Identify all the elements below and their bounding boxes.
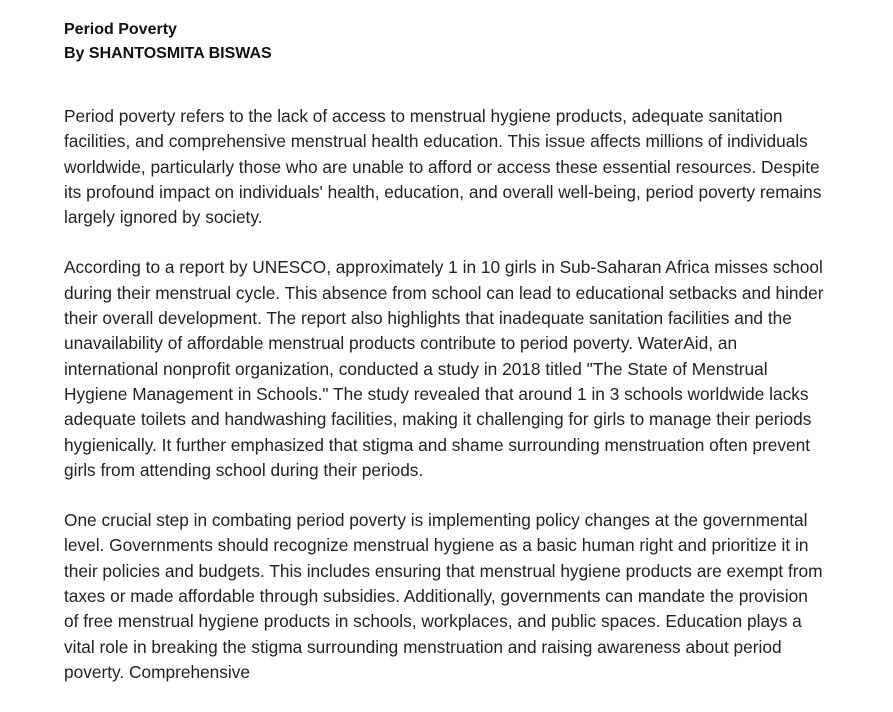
paragraph-intro: Period poverty refers to the lack of access to menstrual hygiene products, adequate sanitation facilities, and comprehensive menstrual health education. This issue affects millions of individuals worldwide, particularly those who are unable to afford or access these essential resources. Despite its profound impact on individuals' health, education, and overall well-being, period poverty remains largely ignored by society. [64,106,822,228]
document [64,18,824,685]
paragraph-unesco-report: According to a report by UNESCO, approximately 1 in 10 girls in Sub-Saharan Africa misses school during their menstrual cycle. This absence from school can lead to educational setbacks and hinder their overall development. The report also highlights that inadequate sanitation facilities and the unavailability of affordable menstrual products contribute to period poverty. WaterAid, an international nonprofit organization, conducted a study in 2018 titled "The State of Menstrual Hygiene Management in Schools." The study revealed that around 1 in 3 schools worldwide lacks adequate toilets and handwashing facilities, making it challenging for girls to manage their periods hygienically. It further emphasized that stigma and shame surrounding menstruation often prevent girls from attending school during their periods. [64,257,824,480]
author-byline: By SHANTOSMITA BISWAS [64,45,272,62]
document-title: Period Poverty [64,21,177,38]
paragraph-policy-changes: One crucial step in combating period poverty is implementing policy changes at the governmental level. Governments should recognize menstrual hygiene as a basic human right and prioritize it in their policies and budgets. This includes ensuring that menstrual hygiene products are exempt from taxes or made affordable through subsidies. Additionally, governments can mandate the provision of free menstrual hygiene products in schools, workplaces, and public spaces. Education plays a vital role in breaking the stigma surrounding menstruation and raising awareness about period poverty. Comprehensive [64,510,823,682]
